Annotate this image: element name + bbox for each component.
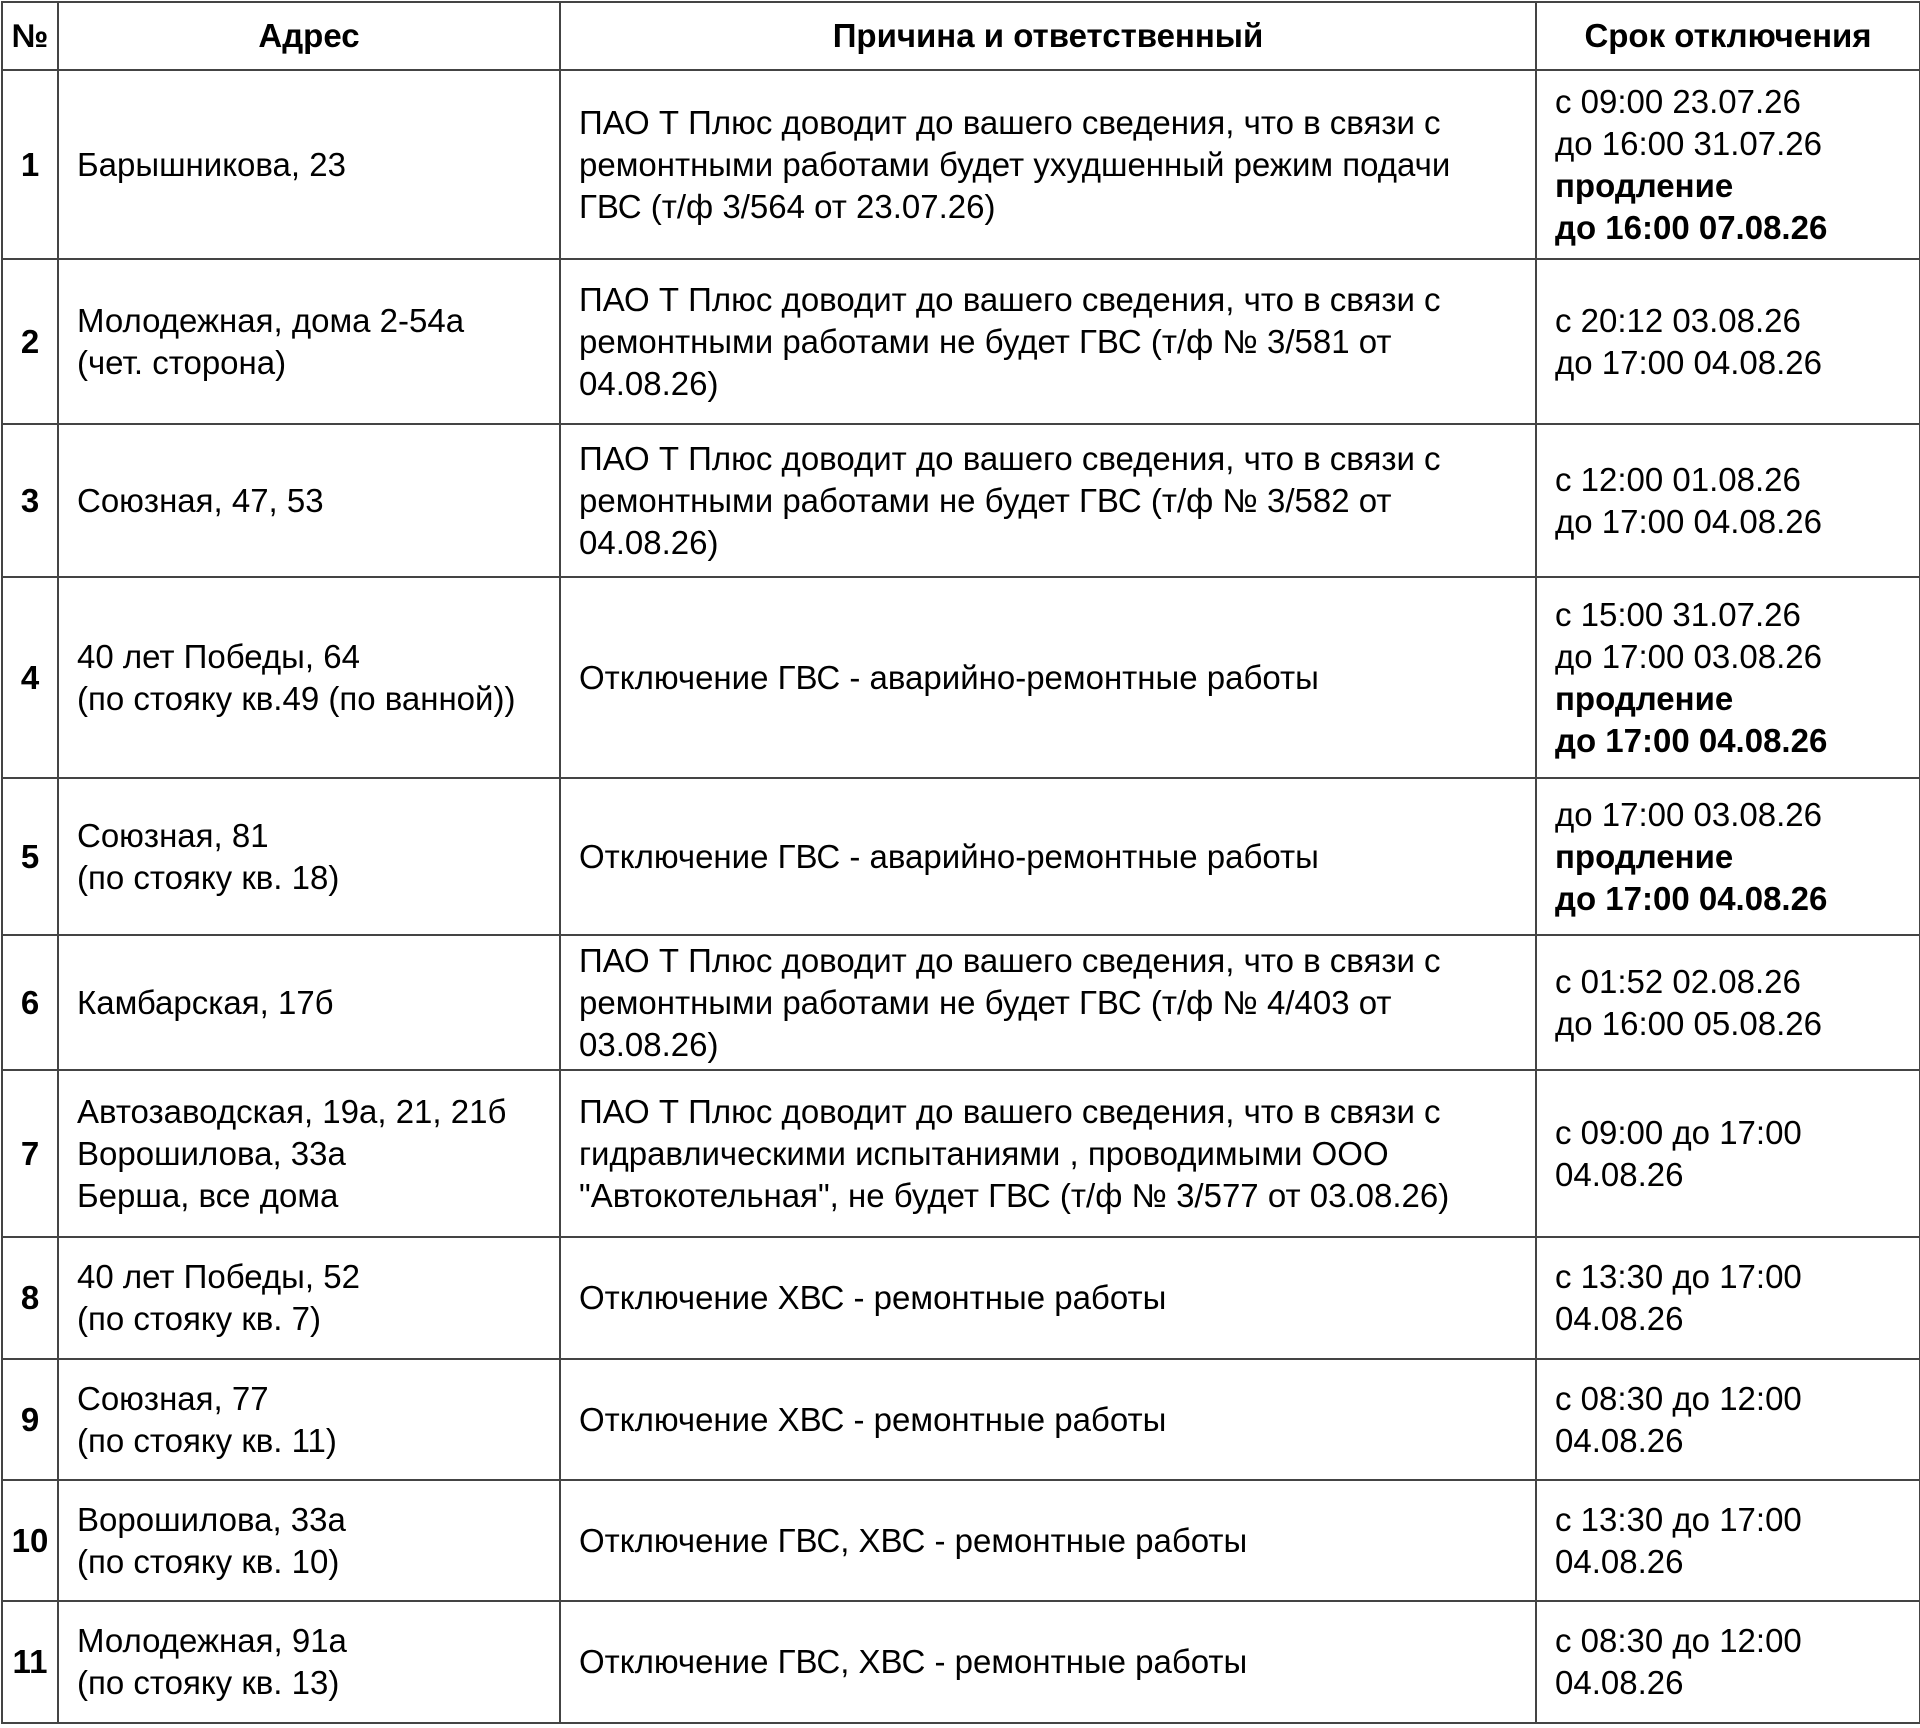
reason-line: ремонтными работами не будет ГВС (т/ф № 3/582 от [579, 481, 1392, 519]
outage-table [1, 1, 1920, 1724]
term-line: 04.08.26 [1555, 1421, 1684, 1459]
row-number: 9 [2, 1359, 58, 1480]
row-number: 5 [2, 778, 58, 935]
row-number: 4 [2, 577, 58, 778]
term-cell [1536, 1359, 1920, 1480]
term-line: с 08:30 до 12:00 [1555, 1379, 1802, 1417]
reason-cell [560, 1359, 1536, 1480]
term-line: с 01:52 02.08.26 [1555, 962, 1801, 1000]
term-line: до 17:00 03.08.26 [1555, 637, 1822, 675]
table-header-row [2, 2, 1920, 70]
term-line: 04.08.26 [1555, 1664, 1684, 1701]
row-number: 3 [2, 424, 58, 577]
address-cell [58, 259, 560, 424]
address-cell [58, 424, 560, 577]
term-cell [1536, 577, 1920, 778]
address-line: 40 лет Победы, 64 [77, 637, 360, 675]
address-cell [58, 577, 560, 778]
reason-line: ПАО Т Плюс доводит до вашего сведения, что в связи с [579, 439, 1441, 477]
reason-line: Отключение ГВС - аварийно-ремонтные работы [579, 837, 1319, 875]
term-cell [1536, 70, 1920, 259]
reason-line: ПАО Т Плюс доводит до вашего сведения, что в связи с [579, 103, 1441, 141]
address-line: Берша, все дома [77, 1176, 339, 1214]
table-row [2, 424, 1920, 577]
reason-line: ПАО Т Плюс доводит до вашего сведения, что в связи с [579, 1092, 1441, 1130]
address-line: (по стояку кв. 18) [77, 858, 340, 896]
table-row [2, 778, 1920, 935]
address-cell [58, 1070, 560, 1237]
term-cell [1536, 935, 1920, 1070]
column-header-address: Адрес [58, 2, 560, 70]
term-cell [1536, 778, 1920, 935]
reason-line: ГВС (т/ф 3/564 от 23.07.26) [579, 187, 996, 225]
term-line: 04.08.26 [1555, 1542, 1684, 1580]
reason-line: ремонтными работами не будет ГВС (т/ф № 3/581 от [579, 322, 1392, 360]
term-line: с 20:12 03.08.26 [1555, 301, 1801, 339]
address-cell [58, 935, 560, 1070]
extension-line: продление [1555, 837, 1734, 875]
reason-cell [560, 1237, 1536, 1359]
reason-cell [560, 1601, 1536, 1723]
reason-cell [560, 1480, 1536, 1601]
reason-line: 03.08.26) [579, 1025, 719, 1063]
address-line: (по стояку кв. 7) [77, 1300, 321, 1337]
address-line: Союзная, 81 [77, 816, 269, 854]
reason-cell [560, 1070, 1536, 1237]
reason-line: гидравлическими испытаниями , проводимыми ООО [579, 1134, 1389, 1172]
reason-cell [560, 778, 1536, 935]
reason-line: ПАО Т Плюс доводит до вашего сведения, что в связи с [579, 280, 1441, 318]
term-cell [1536, 1237, 1920, 1359]
reason-line: "Автокотельная", не будет ГВС (т/ф № 3/577 от 03.08.26) [579, 1176, 1450, 1214]
reason-cell [560, 577, 1536, 778]
reason-line: 04.08.26) [579, 523, 719, 561]
term-line: с 13:30 до 17:00 [1555, 1258, 1802, 1295]
address-line: 40 лет Победы, 52 [77, 1258, 360, 1295]
address-line: (чет. сторона) [77, 343, 287, 381]
reason-cell [560, 424, 1536, 577]
row-number: 6 [2, 935, 58, 1070]
term-line: с 12:00 01.08.26 [1555, 460, 1801, 498]
address-line: (по стояку кв.49 (по ванной)) [77, 679, 516, 717]
extension-line: до 17:00 04.08.26 [1555, 879, 1828, 917]
term-line: до 16:00 31.07.26 [1555, 124, 1822, 162]
extension-line: до 16:00 07.08.26 [1555, 208, 1828, 246]
table-row [2, 1359, 1920, 1480]
address-cell [58, 1480, 560, 1601]
address-cell [58, 1359, 560, 1480]
row-number: 10 [2, 1480, 58, 1601]
term-line: 04.08.26 [1555, 1300, 1684, 1337]
address-line: Союзная, 47, 53 [77, 481, 324, 519]
address-line: Молодежная, 91а [77, 1622, 347, 1659]
reason-line: ПАО Т Плюс доводит до вашего сведения, что в связи с [579, 941, 1441, 979]
address-line: (по стояку кв. 10) [77, 1542, 340, 1580]
term-line: с 09:00 до 17:00 [1555, 1113, 1802, 1151]
address-cell [58, 1237, 560, 1359]
address-line: Союзная, 77 [77, 1379, 269, 1417]
term-cell [1536, 1601, 1920, 1723]
term-cell [1536, 1480, 1920, 1601]
address-cell [58, 1601, 560, 1723]
reason-cell [560, 70, 1536, 259]
column-header-number: № [2, 2, 58, 70]
term-cell [1536, 1070, 1920, 1237]
reason-line: ремонтными работами будет ухудшенный режим подачи [579, 145, 1451, 183]
table-row [2, 1480, 1920, 1601]
table-row [2, 577, 1920, 778]
address-line: Ворошилова, 33а [77, 1500, 346, 1538]
column-header-term: Срок отключения [1536, 2, 1920, 70]
row-number: 11 [2, 1601, 58, 1723]
term-line: с 08:30 до 12:00 [1555, 1622, 1802, 1659]
address-line: (по стояку кв. 13) [77, 1664, 340, 1701]
term-line: 04.08.26 [1555, 1155, 1684, 1193]
term-cell [1536, 259, 1920, 424]
reason-line: 04.08.26) [579, 364, 719, 402]
row-number: 8 [2, 1237, 58, 1359]
term-line: с 09:00 23.07.26 [1555, 82, 1801, 120]
address-cell [58, 70, 560, 259]
term-line: до 17:00 03.08.26 [1555, 795, 1822, 833]
term-line: до 17:00 04.08.26 [1555, 502, 1822, 540]
table-row [2, 70, 1920, 259]
term-line: до 17:00 04.08.26 [1555, 343, 1822, 381]
term-line: до 16:00 05.08.26 [1555, 1004, 1822, 1042]
address-line: Барышникова, 23 [77, 145, 346, 183]
address-line: Камбарская, 17б [77, 983, 334, 1021]
table-row [2, 1070, 1920, 1237]
row-number: 1 [2, 70, 58, 259]
address-line: Ворошилова, 33а [77, 1134, 346, 1172]
reason-line: Отключение ХВС - ремонтные работы [579, 1279, 1167, 1316]
column-header-reason: Причина и ответственный [560, 2, 1536, 70]
term-line: с 13:30 до 17:00 [1555, 1500, 1802, 1538]
term-cell [1536, 424, 1920, 577]
table-row [2, 1237, 1920, 1359]
extension-line: до 17:00 04.08.26 [1555, 721, 1828, 759]
reason-line: Отключение ГВС, ХВС - ремонтные работы [579, 1521, 1248, 1559]
row-number: 7 [2, 1070, 58, 1237]
table-row [2, 935, 1920, 1070]
address-line: Молодежная, дома 2-54а [77, 301, 465, 339]
row-number: 2 [2, 259, 58, 424]
table-row [2, 259, 1920, 424]
term-line: с 15:00 31.07.26 [1555, 595, 1801, 633]
address-cell [58, 778, 560, 935]
extension-line: продление [1555, 166, 1734, 204]
reason-line: Отключение ХВС - ремонтные работы [579, 1400, 1167, 1438]
address-line: Автозаводская, 19а, 21, 21б [77, 1092, 507, 1130]
reason-line: ремонтными работами не будет ГВС (т/ф № 4/403 от [579, 983, 1392, 1021]
reason-line: Отключение ГВС, ХВС - ремонтные работы [579, 1643, 1248, 1680]
table-body [2, 70, 1920, 1723]
table-row [2, 1601, 1920, 1723]
reason-cell [560, 935, 1536, 1070]
address-line: (по стояку кв. 11) [77, 1421, 337, 1459]
extension-line: продление [1555, 679, 1734, 717]
reason-cell [560, 259, 1536, 424]
reason-line: Отключение ГВС - аварийно-ремонтные работы [579, 658, 1319, 696]
